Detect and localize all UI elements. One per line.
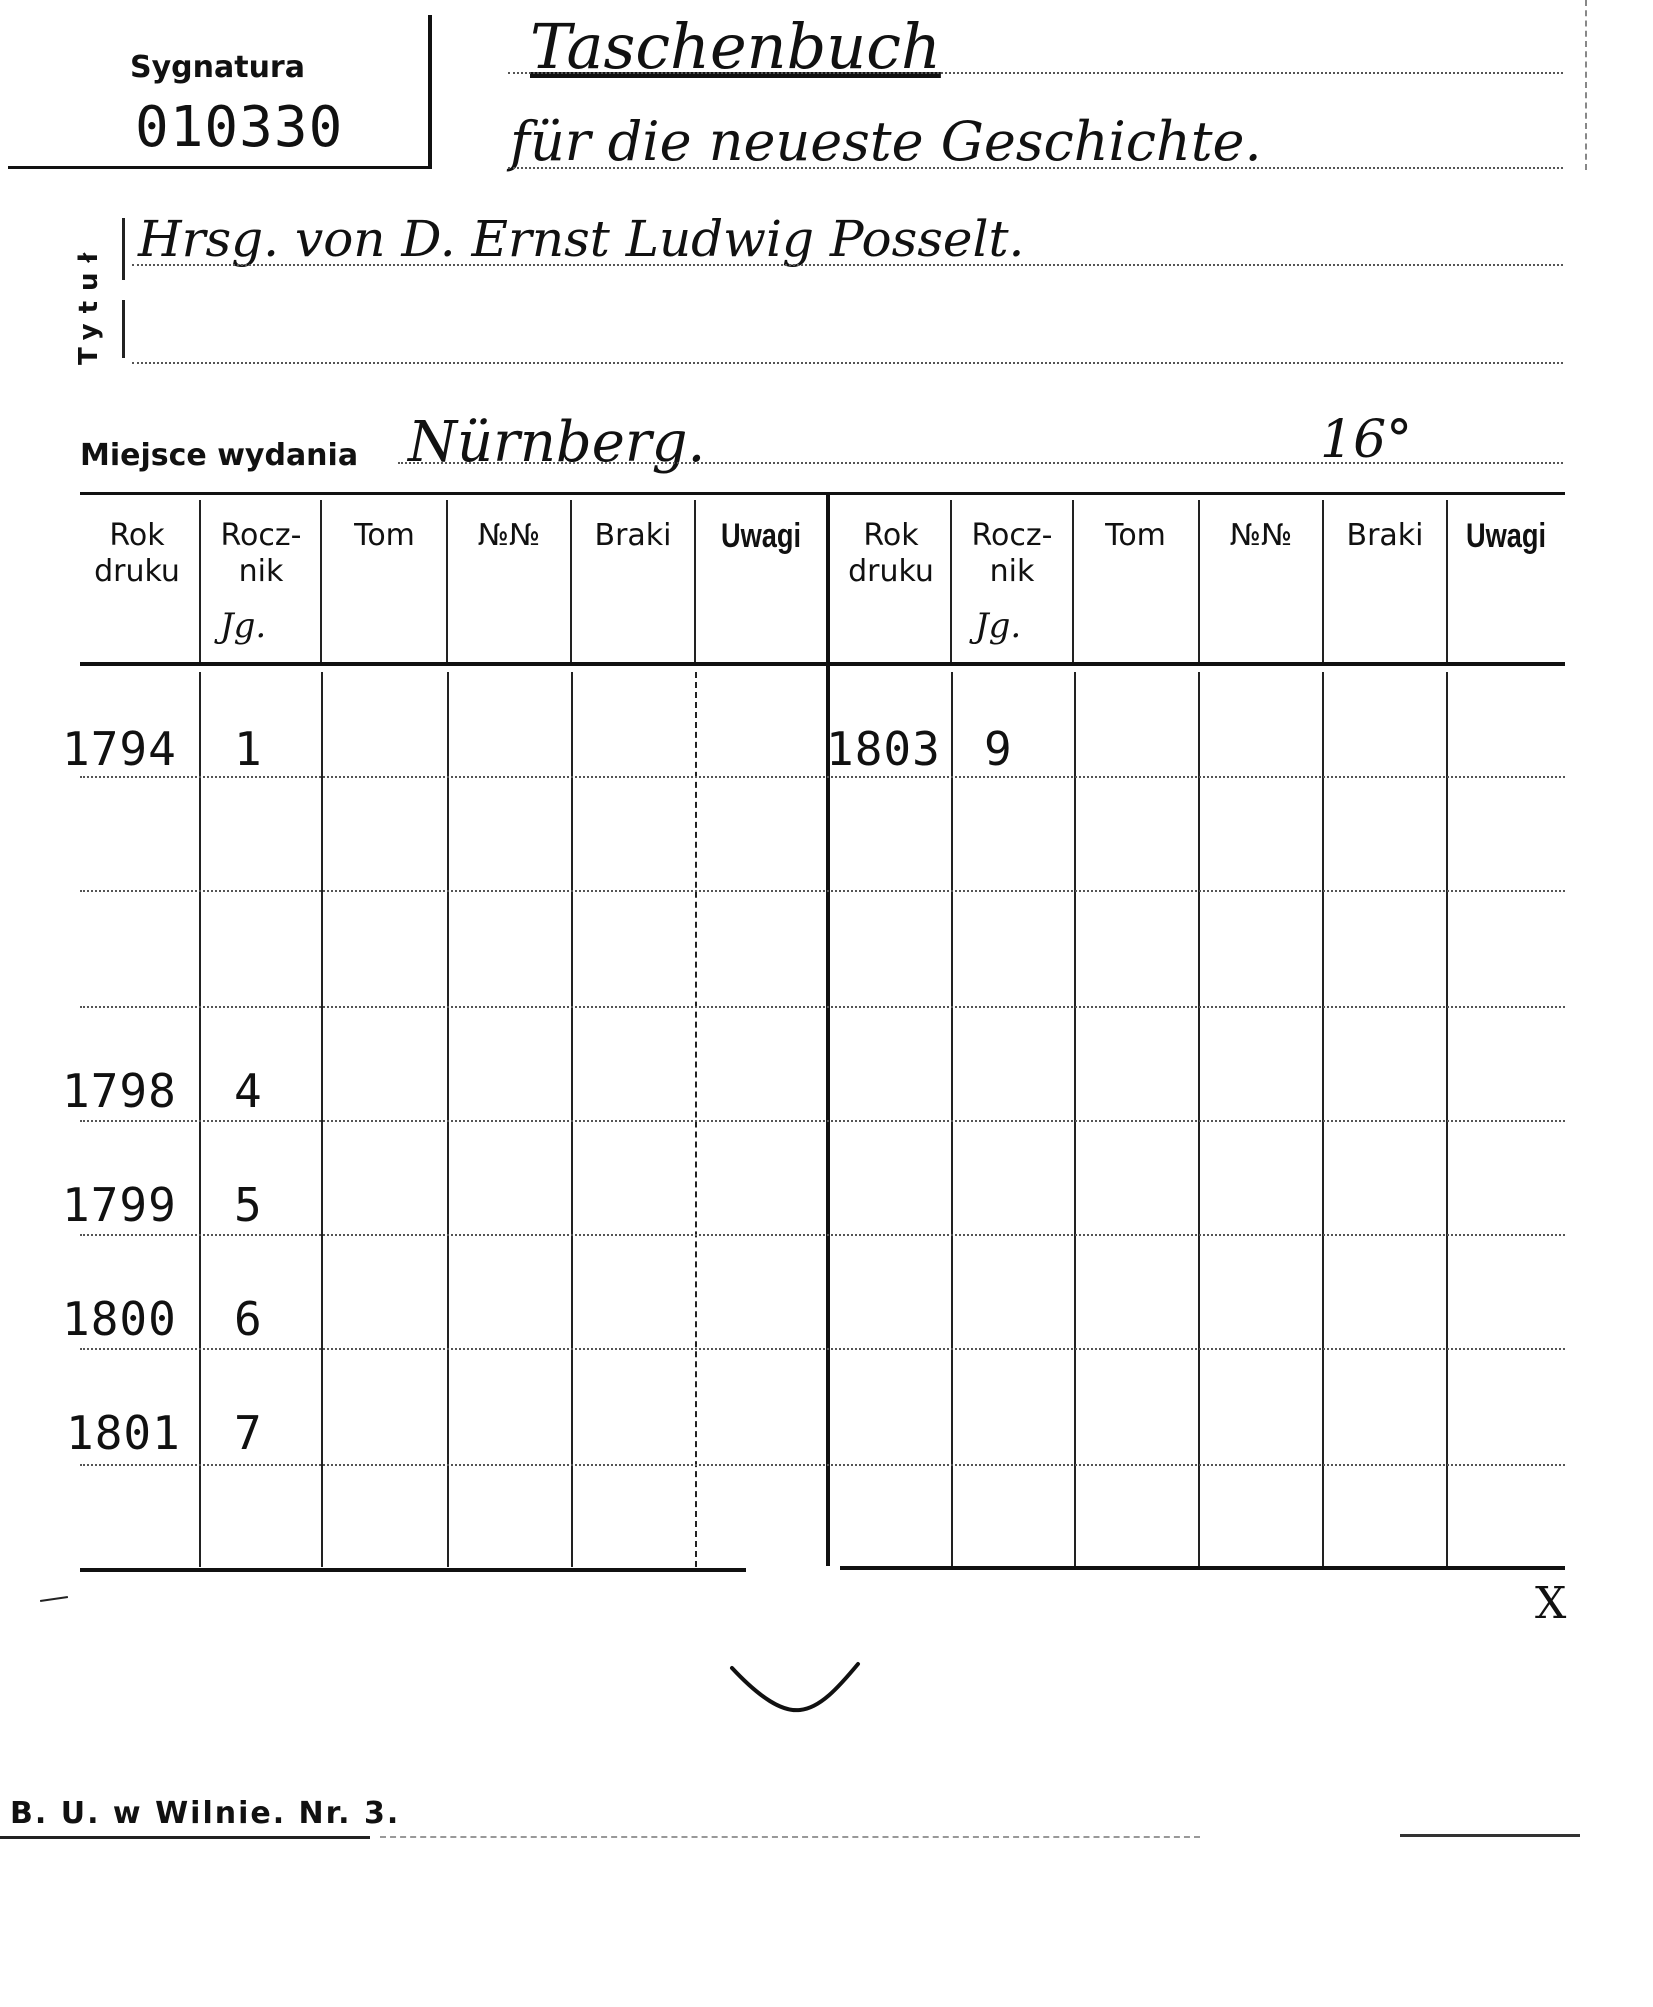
left-vol-1: 1 bbox=[234, 722, 263, 776]
title-dotline-3 bbox=[132, 264, 1563, 266]
left-vol-5: 5 bbox=[234, 1178, 263, 1232]
footer-line-dashed bbox=[380, 1836, 1200, 1838]
header-rocznik-right: Rocz- nik bbox=[971, 518, 1053, 589]
row-line-5 bbox=[80, 1234, 1565, 1236]
table-bottom-line-left bbox=[80, 1568, 746, 1572]
row-line-1 bbox=[80, 776, 1565, 778]
table-top-line bbox=[80, 492, 1565, 495]
left-year-6: 1800 bbox=[62, 1292, 177, 1346]
title-bracket-1 bbox=[122, 218, 125, 280]
header-jg-right: Jg. bbox=[975, 606, 1022, 646]
title-bracket-2 bbox=[122, 300, 125, 358]
right-year-1: 1803 bbox=[826, 722, 941, 776]
header-bottom-line bbox=[80, 662, 1565, 666]
left-year-5: 1799 bbox=[62, 1178, 177, 1232]
checkmark-stroke bbox=[720, 1650, 870, 1740]
col-sep-h-9 bbox=[1322, 500, 1324, 662]
header-numbers-right: №№ bbox=[1229, 518, 1293, 553]
center-divider bbox=[826, 494, 830, 1566]
row-line-4 bbox=[80, 1120, 1565, 1122]
title-dotline-1 bbox=[508, 72, 1563, 74]
header-uwagi-right: Uwagi bbox=[1465, 517, 1547, 555]
header-rok-druku-left: Rok druku bbox=[94, 518, 180, 589]
row-line-6 bbox=[80, 1348, 1565, 1350]
header-tom-right: Tom bbox=[1105, 518, 1166, 553]
row-line-2 bbox=[80, 890, 1565, 892]
title-dotline-2 bbox=[508, 167, 1563, 169]
row-line-3 bbox=[80, 1006, 1565, 1008]
header-tom-left: Tom bbox=[354, 518, 415, 553]
header-jg-left: Jg. bbox=[220, 606, 267, 646]
signature-value: 010330 bbox=[135, 95, 344, 160]
place-value: Nürnberg. bbox=[408, 410, 706, 475]
row-line-7 bbox=[80, 1464, 1565, 1466]
library-footer: B. U. w Wilnie. Nr. 3. bbox=[10, 1796, 401, 1831]
left-year-7: 1801 bbox=[66, 1406, 181, 1460]
place-dotline bbox=[398, 462, 1563, 464]
signature-label: Sygnatura bbox=[130, 50, 305, 85]
table-bottom-line-right bbox=[840, 1566, 1565, 1570]
stray-mark bbox=[40, 1596, 68, 1602]
left-vol-4: 4 bbox=[234, 1064, 263, 1118]
place-label: Miejsce wydania bbox=[80, 438, 359, 473]
footer-line-right bbox=[1400, 1834, 1580, 1837]
col-sep-h-10 bbox=[1446, 500, 1448, 662]
header-rocznik-left: Rocz- nik bbox=[220, 518, 302, 589]
header-braki-right: Braki bbox=[1346, 518, 1424, 553]
left-year-1: 1794 bbox=[62, 722, 177, 776]
left-vol-6: 6 bbox=[234, 1292, 263, 1346]
col-sep-h-3 bbox=[446, 500, 448, 662]
col-sep-h-1 bbox=[199, 500, 201, 662]
title-line-3: Hrsg. von D. Ernst Ludwig Posselt. bbox=[138, 210, 1025, 268]
cross-mark: X bbox=[1535, 1578, 1567, 1629]
col-sep-h-4 bbox=[570, 500, 572, 662]
title-line-2: für die neueste Geschichte. bbox=[510, 110, 1262, 173]
header-braki-left: Braki bbox=[594, 518, 672, 553]
title-dotline-4 bbox=[132, 362, 1563, 364]
header-rok-druku-right: Rok druku bbox=[848, 518, 934, 589]
left-year-4: 1798 bbox=[62, 1064, 177, 1118]
header-numbers-left: №№ bbox=[477, 518, 541, 553]
col-sep-h-8 bbox=[1198, 500, 1200, 662]
col-sep-h-6 bbox=[950, 500, 952, 662]
title-side-label: Tytuł bbox=[74, 242, 104, 365]
signature-underline bbox=[8, 166, 428, 169]
col-sep-h-5 bbox=[694, 500, 696, 662]
format-value: 16° bbox=[1320, 410, 1413, 470]
signature-divider bbox=[428, 15, 432, 169]
title-line-1: Taschenbuch bbox=[530, 10, 941, 83]
right-vol-1: 9 bbox=[984, 722, 1013, 776]
col-sep-h-2 bbox=[320, 500, 322, 662]
header-uwagi-left: Uwagi bbox=[720, 517, 802, 555]
edge-mark bbox=[1585, 0, 1587, 170]
left-vol-7: 7 bbox=[234, 1406, 263, 1460]
footer-line-left bbox=[0, 1836, 370, 1839]
col-sep-h-7 bbox=[1072, 500, 1074, 662]
